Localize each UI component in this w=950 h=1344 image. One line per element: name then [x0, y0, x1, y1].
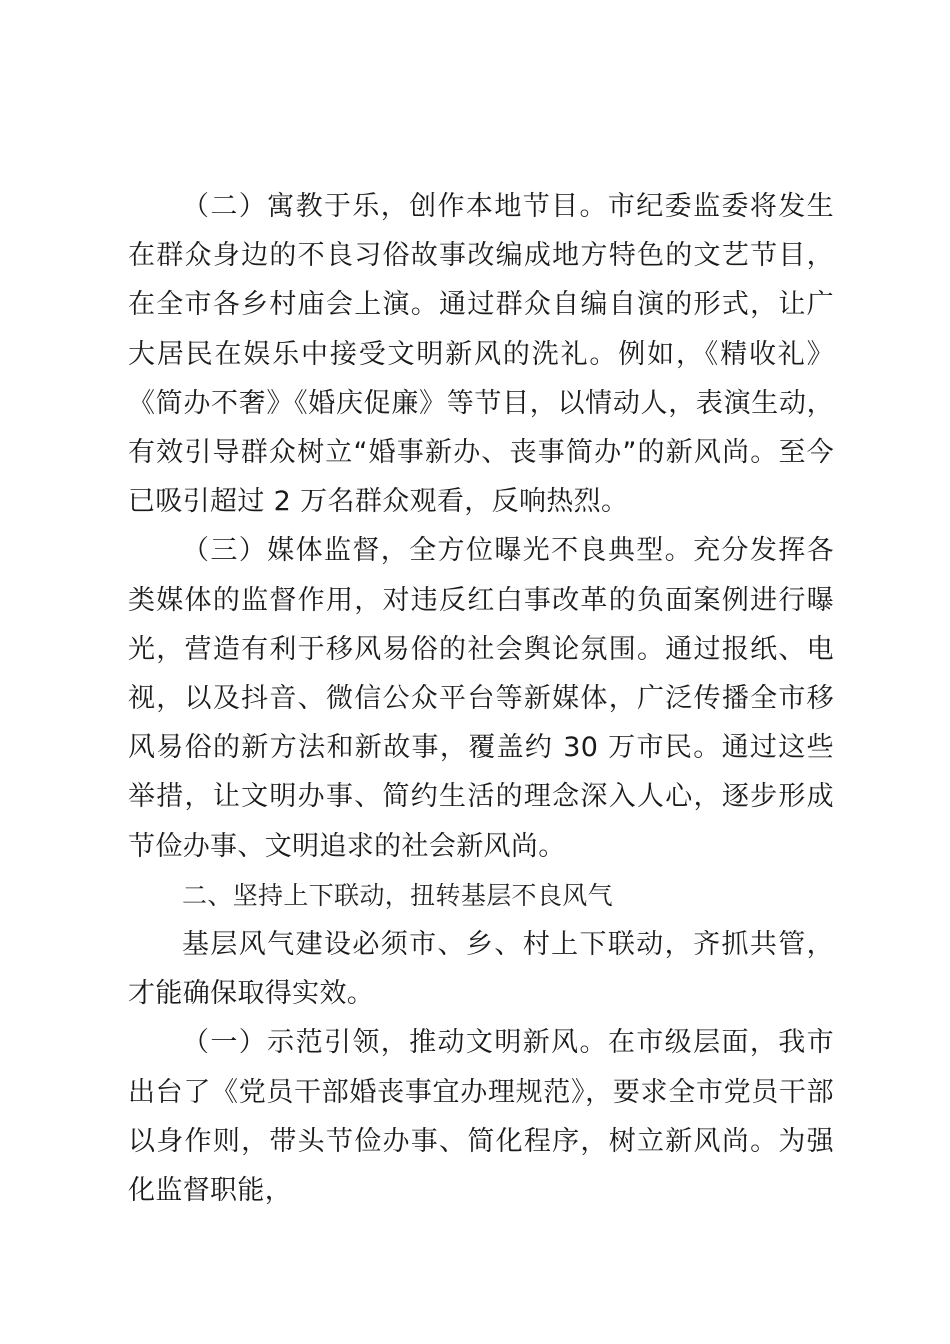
section-heading: 二、坚持上下联动，扭转基层不良风气: [182, 880, 613, 910]
document-page: [128, 182, 834, 1215]
paragraph-entertainment-programs: （二）寓教于乐，创作本地节目。市纪委监委将发生在群众身边的不良习俗故事改编成地方特色的文艺节目，在全市各乡村庙会上演。通过群众自编自演的形式，让广大居民在娱乐中接受文明新风的洗礼。例如，《精收礼》《简办不奢》《婚庆促廉》等节目，以情动人，表演生动，有效引导群众树立“婚事新办、丧事简办”的新风尚。至今已吸引超过 2 万名群众观看，反响热烈。: [128, 191, 834, 518]
paragraph-demonstration-guidance: （一）示范引领，推动文明新风。在市级层面，我市出台了《党员干部婚丧事宜办理规范》，要求全市党员干部以身作则，带头节俭办事、简化程序，树立新风尚。为强化监督职能，: [128, 1027, 834, 1207]
paragraph-media-supervision: （三）媒体监督，全方位曝光不良典型。充分发挥各类媒体的监督作用，对违反红白事改革的负面案例进行曝光，营造有利于移风易俗的社会舆论氛围。通过报纸、电视，以及抖音、微信公众平台等新媒体，广泛传播全市移风易俗的新方法和新故事，覆盖约 30 万市民。通过这些举措，让文明办事、简约生活的理念深入人心，逐步形成节俭办事、文明追求的社会新风尚。: [128, 535, 834, 862]
paragraph-grassroots-intro: 基层风气建设必须市、乡、村上下联动，齐抓共管，才能确保取得实效。: [128, 929, 834, 1010]
